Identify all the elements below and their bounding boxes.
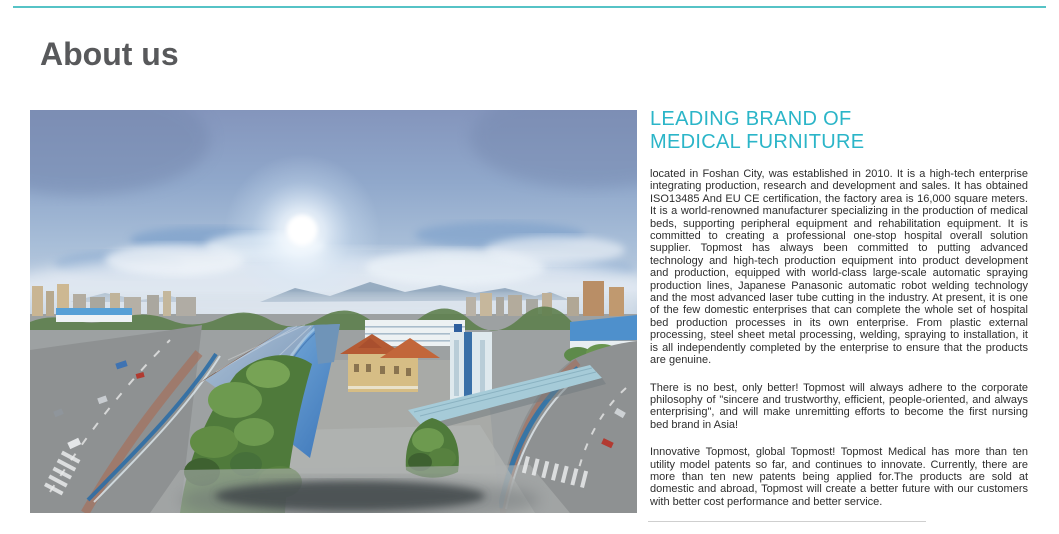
camera-shadow: [215, 481, 485, 511]
about-paragraph-2: There is no best, only better! Topmost will always adhere to the corporate philosophy of "sincere and trustworthy, efficient, people-oriented, and always enterprising", and will make unremitting efforts to become the first nursing bed brand in Asia!: [650, 381, 1028, 431]
section-heading: [650, 108, 1028, 154]
about-paragraph-3: Innovative Topmost, global Topmost! Topmost Medical has more than ten utility model patents so far, and continues to innovate. Currently, there are more than ten new patents being applied for.The products are sold at domestic and abroad, Topmost will create a better future with our customers with better cost performance and better service.: [650, 446, 1028, 508]
bottom-divider-line: [648, 521, 926, 522]
about-section: [650, 108, 1028, 523]
panorama-graphic: [30, 110, 637, 513]
section-heading-line1: LEADING BRAND OF: [650, 108, 852, 130]
factory-aerial-panorama-photo: [30, 110, 637, 513]
top-divider-line: [13, 6, 1046, 8]
about-paragraph-1: located in Foshan City, was established in 2010. It is a high-tech enterprise integrating production, research and development and sales. It has obtained ISO13485 And EU CE certification, the factory area is 16,000 square meters. It is a world-renowned manufacturer specializing in the production of medical beds, supporting peripheral equipment and rehabilitation equipment. It is committed to creating a professional one-stop hospital overall solution supplier. Topmost has always been committed to putting advanced technology and high-tech production equipment into product development and production, equipped with world-class large-scale automatic spraying production lines, Japanese Panasonic automatic robot welding technology and the most advanced laser tube cutting in the industry. At present, it is one of the few domestic enterprises that can complete the whole set of hospital bed production processes in its own enterprise. From plastic external processing, steel sheet metal processing, welding, spraying to installation, it is all independently completed by the enterprise to ensure that the products are genuine.: [650, 168, 1028, 367]
page-title: About us: [40, 36, 179, 72]
section-heading-line2: MEDICAL FURNITURE: [650, 131, 865, 153]
